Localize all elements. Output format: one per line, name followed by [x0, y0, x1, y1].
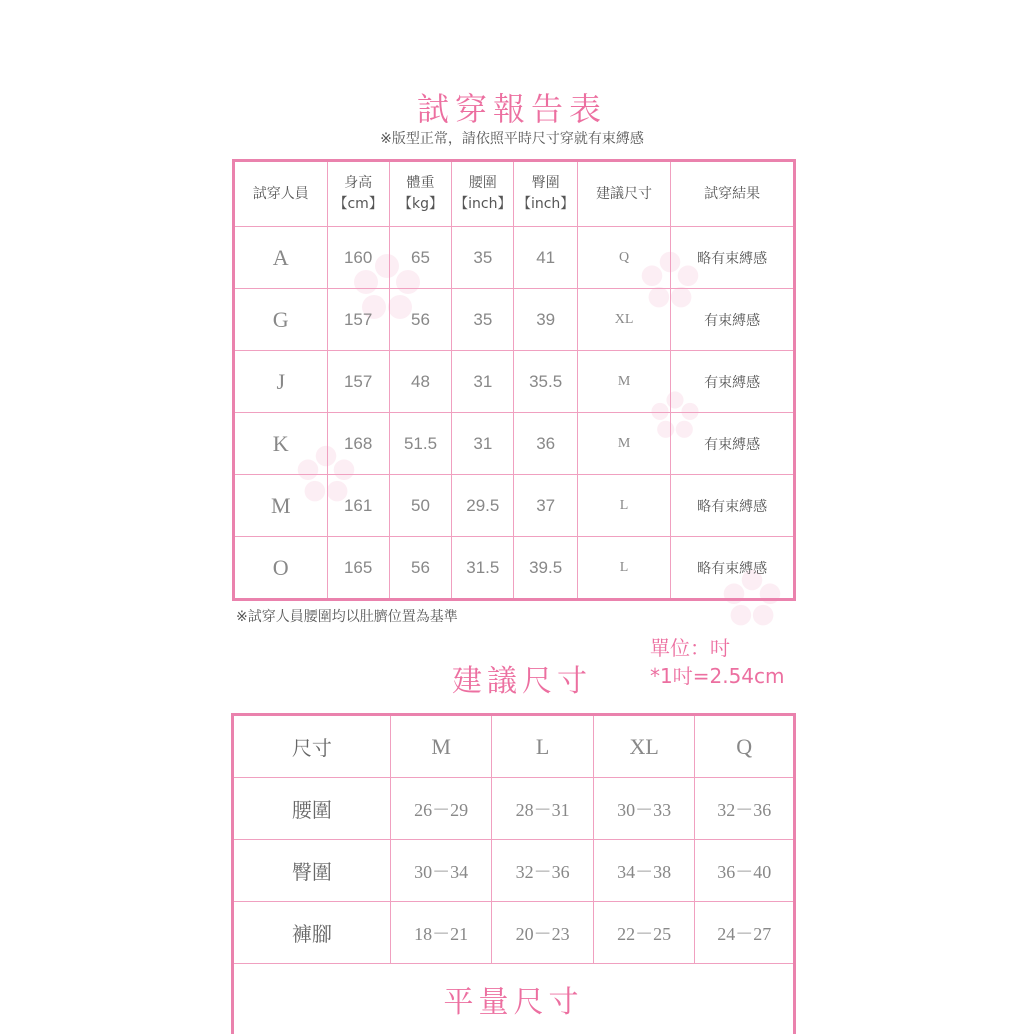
- measure-label: 臀圍: [233, 840, 391, 902]
- table-row: [234, 537, 795, 600]
- tester-name: A: [234, 227, 328, 289]
- size-cell: M: [577, 351, 671, 413]
- table-row: [233, 902, 795, 964]
- table-row: [234, 227, 795, 289]
- tester-name: M: [234, 475, 328, 537]
- fitting-report-table: [232, 159, 796, 601]
- measure-value: 24－27: [695, 902, 795, 964]
- unit-conversion: *1吋=2.54cm: [650, 662, 785, 690]
- size-col-header: Q: [695, 715, 795, 778]
- size-col-header: L: [492, 715, 594, 778]
- table-row: [234, 351, 795, 413]
- height-cell: 157: [327, 289, 389, 351]
- size-cell: L: [577, 537, 671, 600]
- flat-measure-row: [233, 964, 795, 1034]
- size-header-row: [233, 715, 795, 778]
- result-cell: 有束縛感: [671, 289, 795, 351]
- tester-name: G: [234, 289, 328, 351]
- table-row: [233, 778, 795, 840]
- table-header-row: [234, 161, 795, 227]
- result-cell: 略有束縛感: [671, 227, 795, 289]
- report-title: 試穿報告表: [0, 84, 1024, 130]
- height-cell: 161: [327, 475, 389, 537]
- measure-value: 32－36: [492, 840, 594, 902]
- weight-cell: 56: [389, 289, 451, 351]
- size-cell: L: [577, 475, 671, 537]
- table-row: [233, 840, 795, 902]
- waist-cell: 35: [452, 227, 514, 289]
- header-cell: 腰圍 【inch】: [452, 161, 514, 227]
- result-cell: 有束縛感: [671, 413, 795, 475]
- flat-measure-title: 平量尺寸: [444, 985, 584, 1020]
- result-cell: 有束縛感: [671, 351, 795, 413]
- measure-value: 18－21: [390, 902, 492, 964]
- header-cell: 臀圍 【inch】: [514, 161, 577, 227]
- header-cell: 試穿人員: [234, 161, 328, 227]
- waist-cell: 31.5: [452, 537, 514, 600]
- measure-value: 34－38: [593, 840, 695, 902]
- result-cell: 略有束縛感: [671, 475, 795, 537]
- hip-cell: 41: [514, 227, 577, 289]
- measure-label: 褲腳: [233, 902, 391, 964]
- weight-cell: 51.5: [389, 413, 451, 475]
- size-col-header: XL: [593, 715, 695, 778]
- measure-value: 28－31: [492, 778, 594, 840]
- measure-value: 20－23: [492, 902, 594, 964]
- height-cell: 165: [327, 537, 389, 600]
- waist-cell: 29.5: [452, 475, 514, 537]
- weight-cell: 48: [389, 351, 451, 413]
- tester-name: J: [234, 351, 328, 413]
- header-cell: 體重 【kg】: [389, 161, 451, 227]
- hip-cell: 39.5: [514, 537, 577, 600]
- unit-note: [650, 634, 785, 690]
- tester-name: K: [234, 413, 328, 475]
- measure-value: 36－40: [695, 840, 795, 902]
- height-cell: 160: [327, 227, 389, 289]
- header-cell: 身高 【cm】: [327, 161, 389, 227]
- hip-cell: 37: [514, 475, 577, 537]
- size-cell: Q: [577, 227, 671, 289]
- suggested-size-table: [231, 713, 796, 1034]
- result-cell: 略有束縛感: [671, 537, 795, 600]
- weight-cell: 56: [389, 537, 451, 600]
- hip-cell: 39: [514, 289, 577, 351]
- waist-cell: 35: [452, 289, 514, 351]
- waist-cell: 31: [452, 413, 514, 475]
- height-cell: 168: [327, 413, 389, 475]
- hip-cell: 36: [514, 413, 577, 475]
- measure-value: 22－25: [593, 902, 695, 964]
- flat-measure-cell: [233, 964, 795, 1034]
- header-cell: 試穿結果: [671, 161, 795, 227]
- size-col-header: M: [390, 715, 492, 778]
- measure-label: 腰圍: [233, 778, 391, 840]
- size-cell: XL: [577, 289, 671, 351]
- size-header-label: 尺寸: [233, 715, 391, 778]
- table-row: [234, 413, 795, 475]
- table-row: [234, 289, 795, 351]
- weight-cell: 50: [389, 475, 451, 537]
- measure-value: 26－29: [390, 778, 492, 840]
- waist-cell: 31: [452, 351, 514, 413]
- size-cell: M: [577, 413, 671, 475]
- suggested-size-title: 建議尺寸: [452, 656, 592, 700]
- hip-cell: 35.5: [514, 351, 577, 413]
- tester-name: O: [234, 537, 328, 600]
- waist-measure-note: ※試穿人員腰圍均以肚臍位置為基準: [236, 606, 458, 626]
- report-subtitle: ※版型正常，請依照平時尺寸穿就有束縛感: [0, 128, 1024, 148]
- unit-label: 單位：吋: [650, 634, 785, 662]
- height-cell: 157: [327, 351, 389, 413]
- measure-value: 30－34: [390, 840, 492, 902]
- measure-value: 32－36: [695, 778, 795, 840]
- weight-cell: 65: [389, 227, 451, 289]
- measure-value: 30－33: [593, 778, 695, 840]
- table-row: [234, 475, 795, 537]
- header-cell: 建議尺寸: [577, 161, 671, 227]
